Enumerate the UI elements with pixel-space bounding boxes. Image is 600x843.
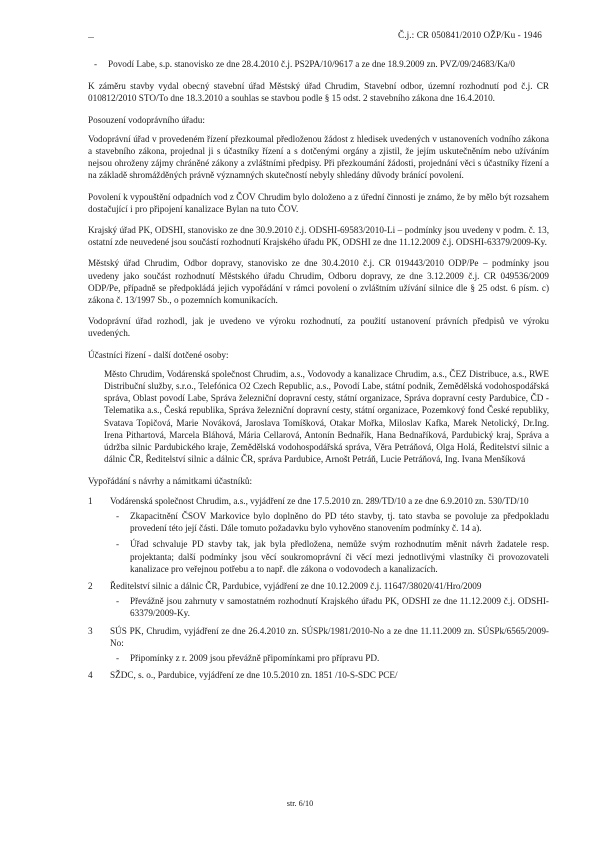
item-number: 4 xyxy=(88,670,93,681)
paragraph-zamer: K záměru stavby vydal obecný stavební úřad Městský úřad Chrudim, Stavební odbor, územní rozhodnutí pod č.j. CR 010812/2010 STO/To dne 18.3.2010 a souhlas se stavbou podle § 15 odst. 2 stavebního zákona dne 16.4.2010. xyxy=(88,81,549,104)
item-text: SÚS PK, Chrudim, vyjádření ze dne 26.4.2010 zn. SÚSPk/1981/2010-No a ze dne 11.11.2009 zn. SÚSPk/6565/2009-No: xyxy=(110,625,549,648)
reference-number: Č.j.: CR 050841/2010 OŽP/Ku - 1946 xyxy=(397,30,542,40)
paragraph-povodi: - Povodí Labe, s.p. stanovisko ze dne 28.4.2010 č.j. PS2PA/10/9617 a ze dne 18.9.2009 zn. PVZ/09/24683/Ka/0 xyxy=(94,58,549,70)
objection-item xyxy=(88,669,549,681)
response-text: - Úřad schvaluje PD stavby tak, jak byla předložena, nemůže svým rozhodnutím měnit návrh žadatele resp. projektanta; další podmínky jsou věcí soukromoprávní či věcí mezi jednotlivými vlastníky či provozovateli kanalizace pro veřejnou potřebu a to např. dle zákona o vodovodech a kanalizacích. xyxy=(110,538,549,575)
item-text: SŽDC, s. o., Pardubice, vyjádření ze dne 10.5.2010 zn. 1851 /10-S-SDC PCE/ xyxy=(110,670,398,681)
item-text: Ředitelství silnic a dálnic ČR, Pardubice, vyjádření ze dne 10.12.2009 č.j. 11647/38020/41/Hro/2009 xyxy=(110,580,482,591)
paragraph-odbor-dopravy: Městský úřad Chrudim, Odbor dopravy, stanovisko ze dne 30.4.2010 č.j. CR 019443/2010 ODP/Pe – podmínky jsou uvedeny jako součást rozhodnutí Městského úřadu Chrudim, Odboru dopravy, ze dne 3.12.2009 č.j. CR 049536/2009 ODP/Pe, případně se předpokládá jejich vypořádání v rámci povolení o zvláštním užívání silnice dle § 25 odst. 6 písm. c) zákona č. 13/1997 Sb., o pozemních komunikacích. xyxy=(88,258,549,306)
section-heading-ucastnici: Účastníci řízení - další dotčené osoby: xyxy=(88,349,229,360)
item-responses xyxy=(110,595,549,619)
paragraph-posouzeni: Vodoprávní úřad v provedeném řízení přezkoumal předloženou žádost z hledisek uvedených v ustanoveních vodního zákona a stavebního zákona, projednal ji s účastníky řízení a s dotčenými orgány a zjistil, že jejím uskutečněním nebo užíváním nejsou ohroženy zájmy chráněné zákony a zvláštními předpisy. Při přezkoumání žádosti, projednání věci s účastníky řízení a na základě shromážděných právně významných skutečností nebyly shledány důvody bránící povolení. xyxy=(88,133,549,181)
paragraph-rozhodl: Vodoprávní úřad rozhodl, jak je uvedeno ve výroku rozhodnutí, za použití ustanovení právních předpisů ve výroku uvedených. xyxy=(88,316,549,339)
paragraph-krajsky-urad: Krajský úřad PK, ODSHI, stanovisko ze dne 30.9.2010 č.j. ODSHI-69583/2010-Li – podmínky jsou uvedeny v podm. č. 13, ostatní zde neuvedené jsou součástí rozhodnutí Krajského úřadu PK, ODSHI ze dne 11.12.2009 č.j. ODSHI-63379/2009-Ky. xyxy=(88,225,549,248)
section-heading-vyporadani: Vypořádání s návrhy a námitkami účastníků: xyxy=(88,476,253,487)
objection-item xyxy=(88,580,549,592)
objections-list xyxy=(88,495,549,682)
item-responses xyxy=(110,652,549,664)
item-text: Vodárenská společnost Chrudim, a.s., vyjádření ze dne 17.5.2010 zn. 289/TD/10 a ze dne 6.9.2010 zn. 530/TD/10 xyxy=(110,495,529,506)
item-number: 2 xyxy=(88,580,93,591)
objection-item xyxy=(88,495,549,507)
objection-item xyxy=(88,625,549,649)
paragraph-povoleni: Povolení k vypouštění odpadních vod z ČOV Chrudim bylo doloženo a z úřední činnosti je známo, že by mělo být rozsahem dostačující i pro připojení kanalizace Bylan na tuto ČOV. xyxy=(88,191,549,214)
item-responses xyxy=(110,510,549,575)
section-heading-posouzeni: Posouzení vodoprávního úřadu: xyxy=(88,114,205,125)
participants-list: Město Chrudim, Vodárenská společnost Chrudim, a.s., Vodovody a kanalizace Chrudim, a.s., ČEZ Distribuce, a.s., RWE Distribuční služby, s.r.o., Telefónica O2 Czech Republic, a.s., Povodí Labe, státní podnik, Zemědělská vodohospodářská správa, Oblast povodí Labe, Správa železniční dopravní cesty, státní organizace, Správa dopravní cesty Pardubice, ČD - Telematika a.s., Česká republika, Správa železniční dopravní cesty, státní organizace, Pozemkový fond České republiky, Svatava Topičová, Marie Nováková, Jaroslava Tomíšková, Otakar Mořka, Miloslav Kafka, Marek Netolický, Dr.Ing. Irena Pithartová, Marcela Bláhová, Mária Cellarová, Antonín Bednařík, Hana Bednaříková, Pardubický kraj, Správa a údržba silnic Pardubického kraje, Zemědělská vodohospodářská správa, Věra Petráňová, Olga Holá, Ředitelství silnic a dálnic ČR, Ředitelství silnic a dálnic ČR, správa Pardubice, Arnošt Petráň, Lucie Petráňová, Ing. Ivana Menšíková xyxy=(104,368,549,465)
response-text: - Zkapacitnění ČSOV Markovice bylo doplněno do PD této stavby, tj. tato stavba se povoluje za předpokladu provedení této její části. Dále tomuto požadavku bylo vyhověno stanovením podmínky č. 14 a). xyxy=(110,510,549,534)
document-body xyxy=(88,58,549,684)
item-number: 1 xyxy=(88,495,93,506)
response-text: - Převážně jsou zahrnuty v samostatném rozhodnutí Krajského úřadu PK, ODSHI ze dne 11.12.2009 č.j. ODSHI-63379/2009-Ky. xyxy=(110,595,549,619)
page-number: str. 6/10 xyxy=(286,799,314,808)
scan-mark xyxy=(88,37,94,38)
item-number: 3 xyxy=(88,625,93,636)
response-text: - Připomínky z r. 2009 jsou převážně připomínkami pro přípravu PD. xyxy=(110,652,549,664)
